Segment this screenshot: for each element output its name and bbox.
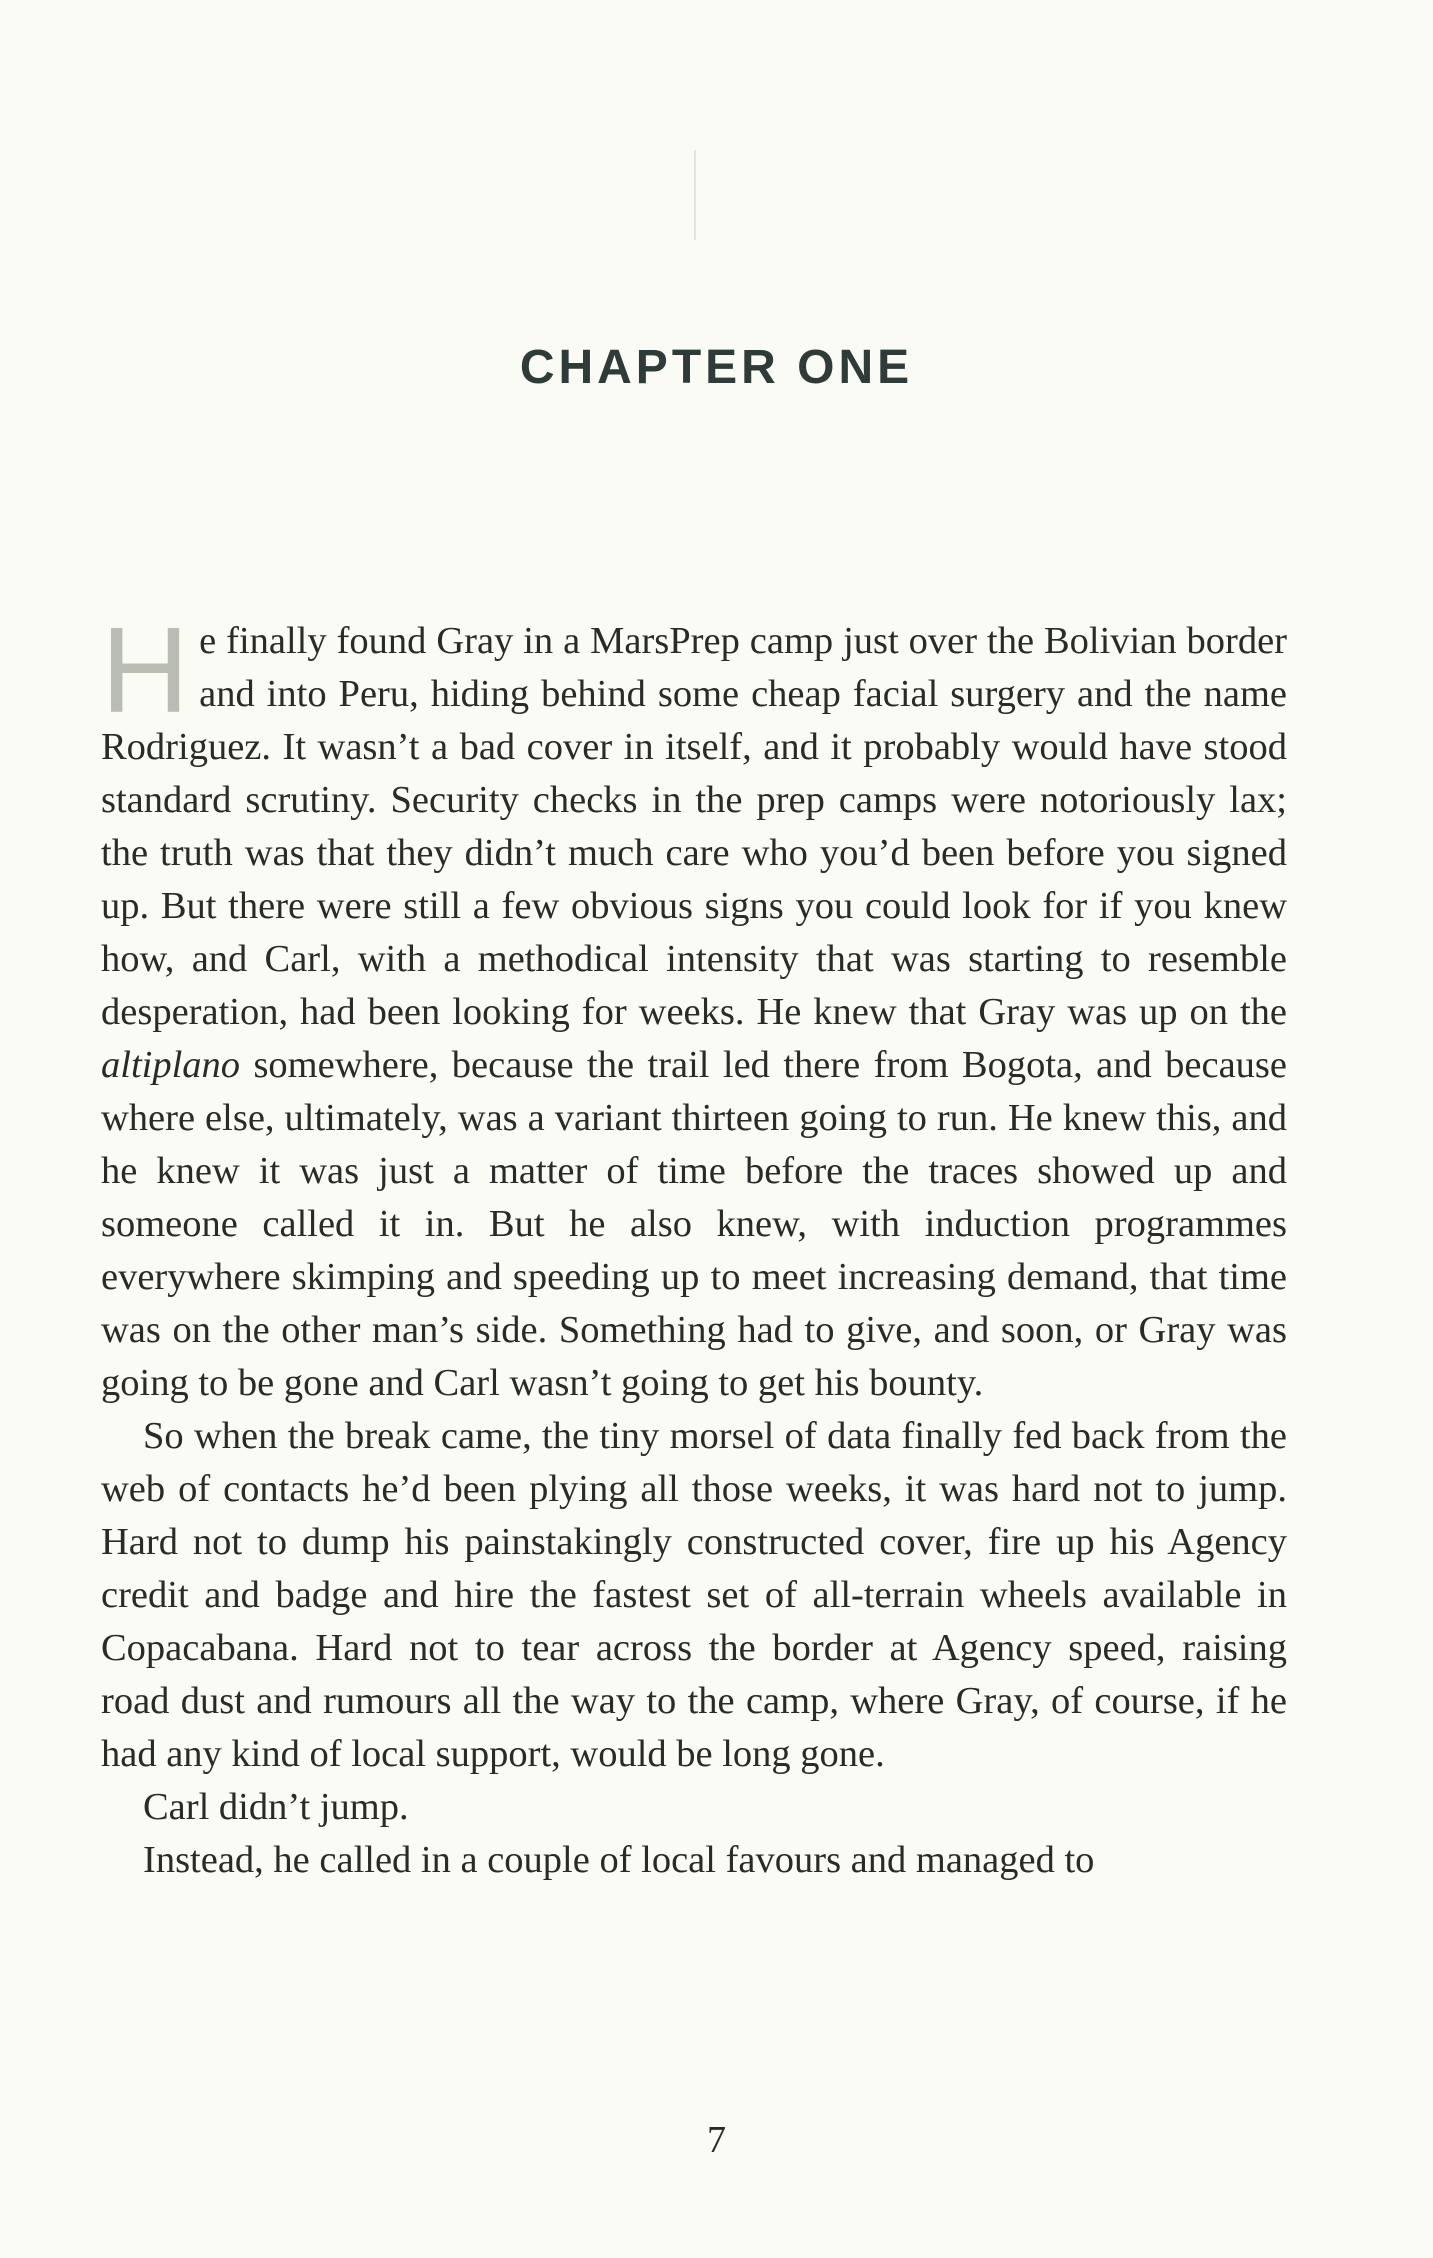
paragraph-4: Instead, he called in a couple of local favours and managed to [143, 1839, 1095, 1881]
page-number: 7 [707, 2119, 726, 2161]
paragraph-1 [101, 602, 1287, 1410]
scan-mark-vertical [694, 150, 696, 240]
paragraph-1-end: somewhere, because the trail led there from Bogota, and because where else, ultimately, was a variant thirteen going to run. He knew this, and he knew it was just a matter of time before the traces showed up and someone called it in. But he also knew, with induction programmes everywhere skimping and speeding up to meet increasing demand, that time was on the other man’s side. Something had to give, and soon, or Gray was going to be gone and Carl wasn’t going to get his bounty. [101, 1044, 1287, 1404]
paragraph-3: Carl didn’t jump. [143, 1786, 409, 1828]
paragraph-1-start: e finally found Gray in a MarsPrep camp just over the Bolivian border and into Peru, hiding behind some cheap facial surgery and the name Rodriguez. It wasn’t a bad cover in itself, and it probably would have stood standard scrutiny. Security checks in the prep camps were notoriously lax; the truth was that they didn’t much care who you’d been before you signed up. But there were still a few obvious signs you could look for if you knew how, and Carl, with a methodical intensity that was starting to resemble desperation, had been looking for weeks. He knew that Gray was up on the [101, 620, 1287, 1033]
body-text [101, 602, 1287, 1887]
italic-term: altiplano [101, 1044, 241, 1086]
drop-cap: H [101, 602, 190, 738]
paragraph-2: So when the break came, the tiny morsel of data finally fed back from the web of contacts he’d been plying all those weeks, it was hard not to jump. Hard not to dump his painstakingly constructed cover, fire up his Agency credit and badge and hire the fastest set of all-terrain wheels available in Copacabana. Hard not to tear across the border at Agency speed, raising road dust and rumours all the way to the camp, where Gray, of course, if he had any kind of local support, would be long gone. [101, 1415, 1287, 1775]
chapter-heading: CHAPTER ONE [519, 341, 914, 394]
